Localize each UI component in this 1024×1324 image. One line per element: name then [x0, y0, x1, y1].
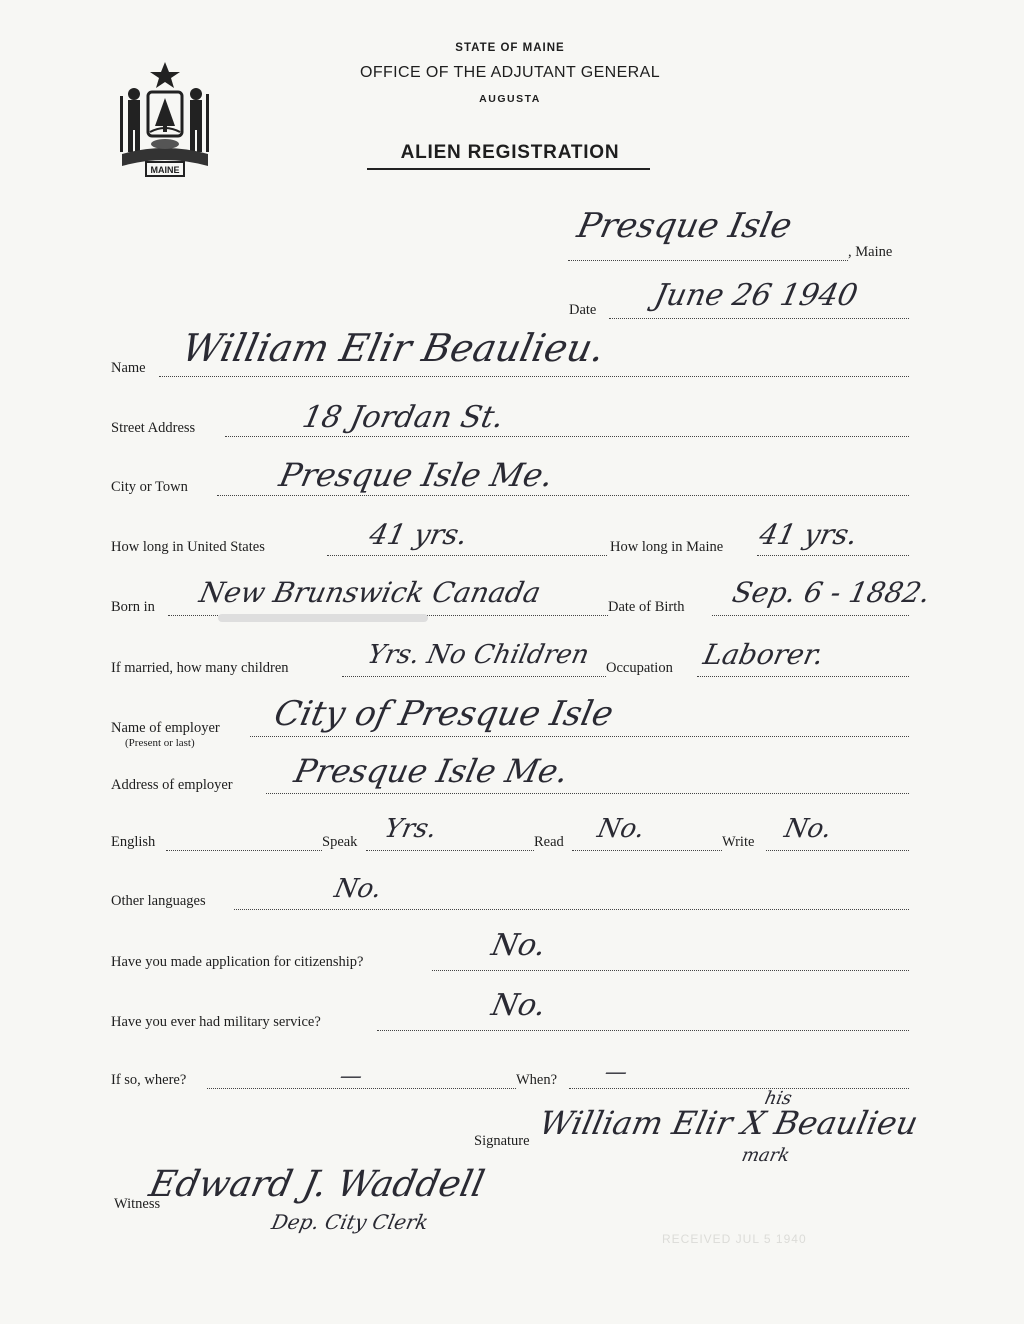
where-value: — — [337, 1064, 365, 1089]
employer-address-line — [266, 793, 909, 794]
where-label: If so, where? — [111, 1072, 187, 1088]
when-value: — — [602, 1060, 630, 1085]
city-line — [217, 495, 909, 496]
title-underline — [367, 168, 650, 170]
other-languages-label: Other languages — [111, 893, 206, 909]
employer-value: City of Presque Isle — [270, 694, 617, 734]
speak-line — [366, 850, 534, 851]
citizenship-value: No. — [488, 928, 550, 963]
ink-smudge — [218, 614, 428, 622]
when-label: When? — [516, 1072, 558, 1088]
read-value: No. — [594, 814, 648, 844]
date-line — [609, 318, 909, 319]
date-value: June 26 1940 — [651, 278, 861, 313]
read-label: Read — [534, 834, 564, 850]
employer-address-value: Presque Isle Me. — [290, 752, 572, 790]
maine-duration-value: 41 yrs. — [756, 518, 861, 551]
received-stamp: RECEIVED JUL 5 1940 — [662, 1232, 807, 1246]
other-languages-line — [234, 909, 909, 910]
children-line — [342, 676, 606, 677]
read-line — [572, 850, 722, 851]
english-line — [166, 850, 322, 851]
header-city: AUGUSTA — [479, 93, 541, 105]
dob-label: Date of Birth — [608, 599, 685, 615]
dob-line — [712, 615, 909, 616]
other-languages-value: No. — [331, 874, 385, 904]
street-value: 18 Jordan St. — [299, 400, 507, 435]
maine-duration-label: How long in Maine — [610, 539, 724, 555]
signature-value: William Elir X Beaulieu — [535, 1104, 922, 1142]
military-value: No. — [488, 988, 550, 1023]
header-office: OFFICE OF THE ADJUTANT GENERAL — [359, 64, 661, 81]
write-label: Write — [722, 834, 755, 850]
city-value: Presque Isle Me. — [275, 456, 557, 494]
born-value: New Brunswick Canada — [196, 576, 544, 609]
seal-text: MAINE — [150, 165, 180, 175]
occupation-line — [697, 676, 909, 677]
name-line — [159, 376, 909, 377]
place-line — [568, 260, 848, 261]
maine-seal-icon — [112, 58, 218, 180]
name-label: Name — [111, 360, 146, 376]
city-label: City or Town — [111, 479, 188, 495]
signature-label: Signature — [474, 1133, 530, 1149]
employer-sublabel: (Present or last) — [125, 737, 195, 749]
header-state: STATE OF MAINE — [455, 42, 565, 54]
speak-value: Yrs. — [381, 814, 440, 844]
occupation-value: Laborer. — [700, 638, 827, 671]
employer-label: Name of employer — [111, 720, 220, 736]
occupation-label: Occupation — [606, 660, 673, 676]
children-label: If married, how many children — [111, 660, 289, 676]
born-label: Born in — [111, 599, 155, 615]
speak-label: Speak — [322, 834, 358, 850]
employer-line — [250, 736, 909, 737]
children-value: Yrs. No Children — [364, 640, 592, 670]
military-line — [377, 1030, 909, 1031]
dob-value: Sep. 6 - 1882. — [729, 576, 934, 609]
us-duration-line — [327, 555, 607, 556]
where-line — [207, 1088, 516, 1089]
us-duration-value: 41 yrs. — [366, 518, 471, 551]
citizenship-label: Have you made application for citizenship? — [111, 954, 364, 970]
employer-address-label: Address of employer — [111, 777, 233, 793]
date-label: Date — [569, 302, 597, 318]
signature-mark: mark — [739, 1145, 792, 1166]
signature-his: his — [762, 1088, 794, 1109]
maine-duration-line — [757, 555, 909, 556]
street-label: Street Address — [111, 420, 196, 436]
form-title: ALIEN REGISTRATION — [400, 142, 620, 163]
place-label: , Maine — [848, 244, 893, 260]
place-value: Presque Isle — [573, 206, 796, 246]
military-label: Have you ever had military service? — [111, 1014, 321, 1030]
write-line — [766, 850, 909, 851]
english-label: English — [111, 834, 156, 850]
write-value: No. — [781, 814, 835, 844]
when-line — [569, 1088, 909, 1089]
citizenship-line — [432, 970, 909, 971]
name-value: William Elir Beaulieu. — [178, 326, 609, 370]
street-line — [225, 436, 909, 437]
witness-value: Edward J. Waddell — [145, 1164, 488, 1205]
witness-label: Witness — [114, 1196, 161, 1212]
witness-title: Dep. City Clerk — [269, 1210, 431, 1234]
us-duration-label: How long in United States — [111, 539, 265, 555]
